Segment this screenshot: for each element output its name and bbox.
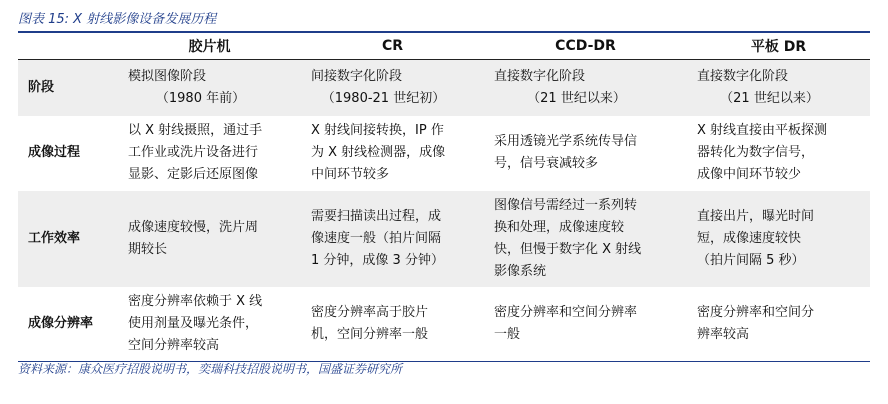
cell-process-cr: X 射线间接转换，IP 作 为 X 射线检测器，成像 中间环节较多 bbox=[311, 123, 446, 182]
row-work-efficiency bbox=[18, 191, 870, 287]
comparison-table bbox=[18, 33, 870, 362]
cell-efficiency-cr: 需要扫描读出过程，成 像速度一般（拍片间隔 1 分钟，成像 3 分钟） bbox=[301, 191, 484, 287]
cell-resolution-film: 密度分辨率依赖于 X 线 使用剂量及曝光条件， 空间分辨率较高 bbox=[118, 287, 301, 362]
cell-stage-flat-dr: 直接数字化阶段 （21 世纪以来） bbox=[687, 60, 870, 116]
header-flat-panel-dr: 平板 DR bbox=[687, 33, 870, 60]
cell-efficiency-film: 成像速度较慢，洗片周 期较长 bbox=[118, 191, 301, 287]
row-label: 工作效率 bbox=[18, 191, 118, 287]
cell-resolution-ccd-dr: 密度分辨率和空间分辨率 一般 bbox=[484, 287, 687, 362]
header-film-machine: 胶片机 bbox=[118, 33, 301, 60]
header-corner bbox=[18, 33, 118, 60]
row-label: 阶段 bbox=[18, 60, 118, 116]
row-imaging-resolution bbox=[18, 287, 870, 362]
cell-stage-ccd-dr: 直接数字化阶段 （21 世纪以来） bbox=[484, 60, 687, 116]
cell-resolution-cr: 密度分辨率高于胶片 机，空间分辨率一般 bbox=[301, 287, 484, 362]
row-label: 成像过程 bbox=[28, 145, 81, 160]
header-cr: CR bbox=[301, 33, 484, 60]
cell-efficiency-flat-dr: 直接出片，曝光时间 短，成像速度较快 （拍片间隔 5 秒） bbox=[687, 191, 870, 287]
source-note: 资料来源：康众医疗招股说明书，奕瑞科技招股说明书，国盛证券研究所 bbox=[18, 362, 403, 376]
cell-stage-film: 模拟图像阶段 （1980 年前） bbox=[118, 60, 301, 116]
cell-process-flat-dr: X 射线直接由平板探测 器转化为数字信号， 成像中间环节较少 bbox=[697, 123, 828, 182]
row-label: 成像分辨率 bbox=[18, 287, 118, 362]
cell-process-ccd-dr: 采用透镜光学系统传导信 号，信号衰减较多 bbox=[494, 134, 638, 171]
row-stage bbox=[18, 60, 870, 116]
header-ccd-dr: CCD-DR bbox=[484, 33, 687, 60]
figure-caption: 图表 15: X 射线影像设备发展历程 bbox=[18, 12, 217, 27]
cell-resolution-flat-dr: 密度分辨率和空间分 辨率较高 bbox=[687, 287, 870, 362]
cell-efficiency-ccd-dr: 图像信号需经过一系列转 换和处理，成像速度较 快，但慢于数字化 X 射线 影像系统 bbox=[484, 191, 687, 287]
header-row bbox=[18, 33, 870, 60]
row-imaging-process bbox=[18, 116, 870, 191]
cell-process-film: 以 X 射线摄照，通过手 工作业或洗片设备进行 显影、定影后还原图像 bbox=[128, 123, 263, 182]
cell-stage-cr: 间接数字化阶段 （1980-21 世纪初） bbox=[301, 60, 484, 116]
